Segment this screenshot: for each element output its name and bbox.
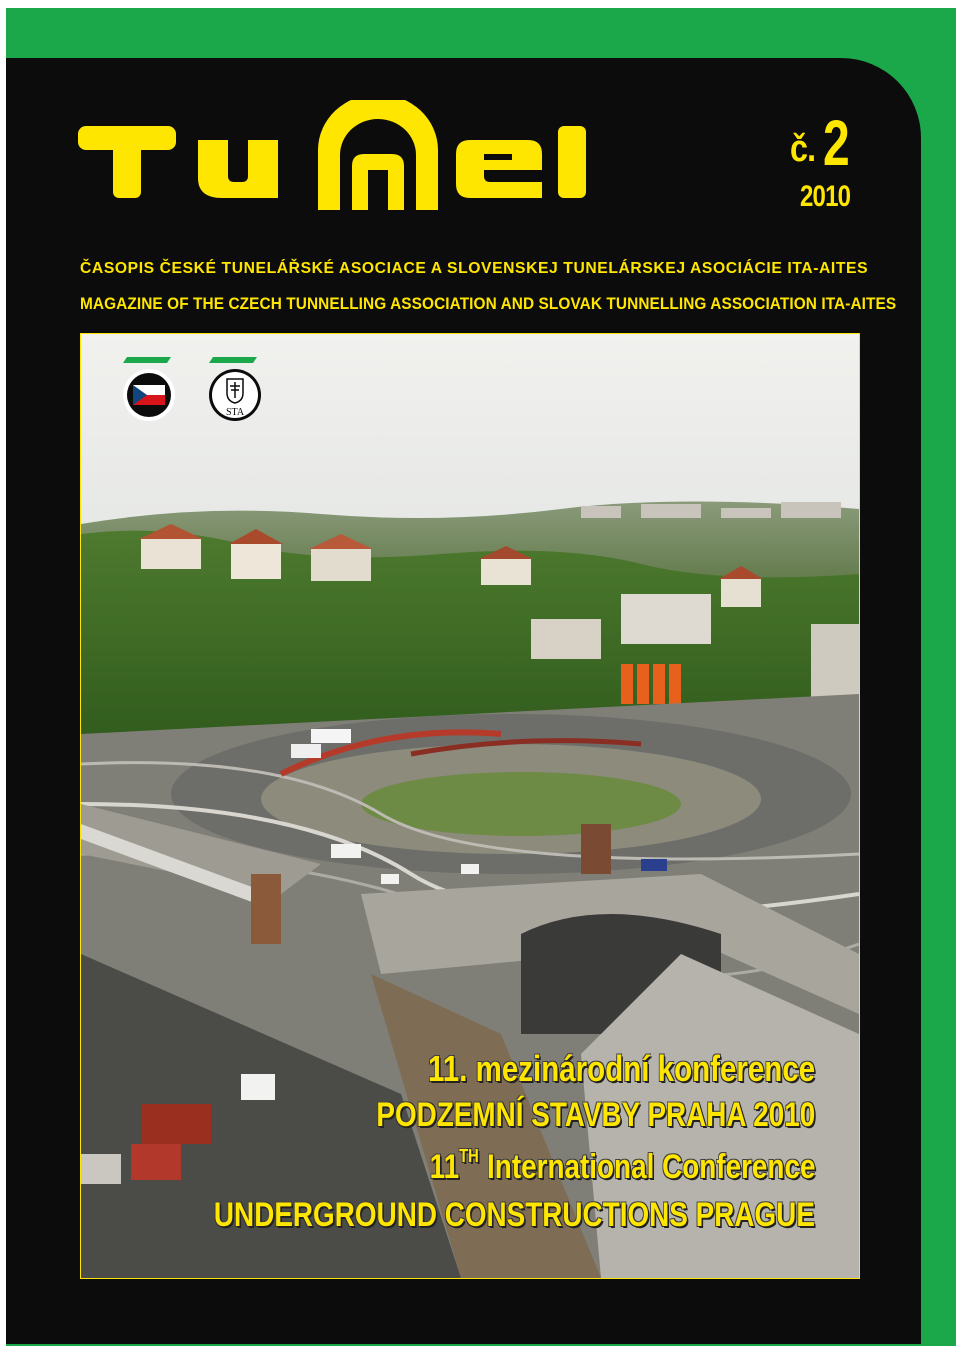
tagline-english: MAGAZINE OF THE CZECH TUNNELLING ASSOCIATION AND SLOVAK TUNNELLING ASSOCIATION ITA-AITES [80, 294, 897, 313]
issue-label: č. [790, 128, 816, 170]
interchange-illustration [81, 334, 859, 1278]
conference-line-2: PODZEMNÍ STAVBY PRAHA 2010 [376, 1096, 815, 1134]
cover-photo [80, 333, 860, 1279]
conference-ordinal-suffix: TH [458, 1145, 479, 1166]
conference-line-1: 11. mezinárodní konference [427, 1048, 815, 1089]
conference-line-3 [429, 1145, 815, 1187]
issue-year: 2010 [800, 180, 851, 213]
conference-ordinal-number: 11 [429, 1148, 459, 1186]
conference-english-title: International Conference [486, 1148, 815, 1186]
conference-line-4: UNDERGROUND CONSTRUCTIONS PRAGUE [214, 1196, 815, 1234]
tunel-logo [78, 100, 718, 230]
tagline-czech: ČASOPIS ČESKÉ TUNELÁŘSKÉ ASOCIACE A SLOVENSKEJ TUNELÁRSKEJ ASOCIÁCIE ITA-AITES [80, 260, 869, 277]
slovak-emblem-label: STA [225, 407, 245, 418]
czech-association-emblem [119, 355, 179, 425]
slovak-association-emblem [205, 355, 265, 425]
issue-number: 2 [823, 107, 849, 179]
